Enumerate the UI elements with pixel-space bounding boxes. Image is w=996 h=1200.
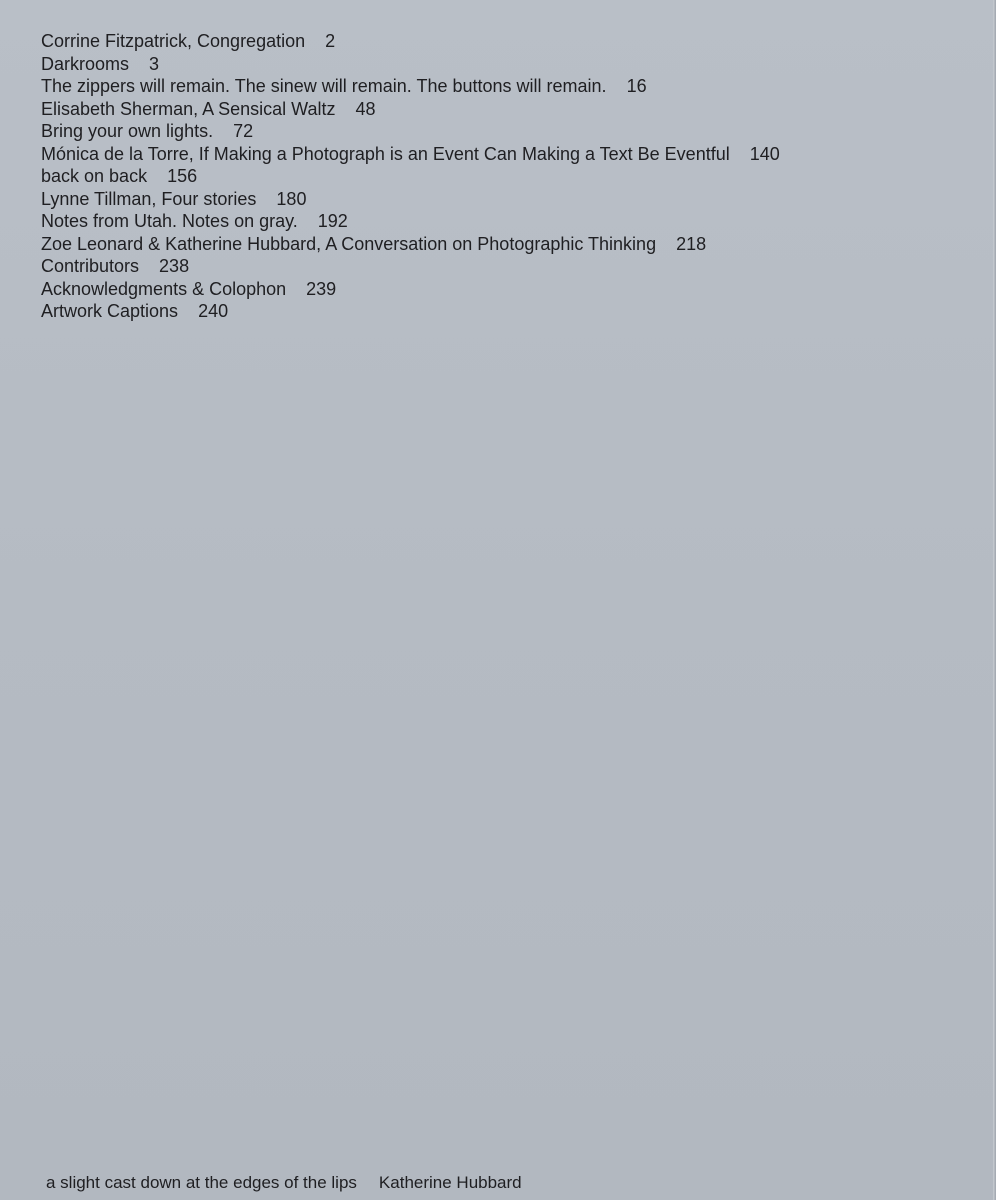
- toc-entry-page-number: 192: [317, 211, 348, 231]
- toc-entry-page-number: 140: [749, 143, 780, 164]
- toc-entry-page-number: 16: [626, 76, 647, 96]
- toc-entry-title: Darkrooms: [41, 53, 130, 74]
- toc-entry-title: Mónica de la Torre, If Making a Photograph is an Event Can Making a Text Be Eventful: [41, 143, 730, 164]
- toc-entry-page-number: 239: [306, 278, 337, 299]
- toc-entry-bring-your-own-lights: [41, 120, 780, 143]
- toc-entry-making-a-photograph: [41, 143, 780, 166]
- toc-entry-page-number: 238: [159, 256, 190, 276]
- toc-entry-title: Acknowledgments & Colophon: [41, 278, 287, 299]
- toc-entry-title: Bring your own lights.: [41, 121, 214, 141]
- toc-entry-four-stories: [41, 188, 780, 211]
- toc-entry-conversation: [41, 233, 780, 256]
- toc-entry-acknowledgments: [41, 278, 780, 301]
- footer-book-title: a slight cast down at the edges of the lips: [46, 1173, 357, 1192]
- running-footer: [46, 1172, 522, 1194]
- toc-entry-page-number: 2: [325, 31, 336, 51]
- toc-entry-title: The zippers will remain. The sinew will remain. The buttons will remain.: [41, 76, 607, 96]
- toc-entry-back-on-back: [41, 165, 780, 188]
- toc-entry-page-number: 48: [355, 98, 376, 119]
- toc-entry-title: Corrine Fitzpatrick, Congregation: [41, 31, 306, 51]
- toc-entry-page-number: 156: [167, 166, 198, 186]
- toc-entry-title: back on back: [41, 166, 148, 186]
- toc-entry-title: Elisabeth Sherman, A Sensical Waltz: [41, 98, 336, 119]
- toc-entry-artwork-captions: [41, 300, 780, 323]
- toc-entry-zippers: [41, 75, 780, 98]
- toc-entry-congregation: [41, 30, 780, 53]
- toc-entry-title: Lynne Tillman, Four stories: [41, 188, 257, 209]
- toc-entry-title: Contributors: [41, 256, 140, 276]
- toc-entry-title: Zoe Leonard & Katherine Hubbard, A Conversation on Photographic Thinking: [41, 233, 657, 254]
- footer-author: Katherine Hubbard: [378, 1173, 522, 1192]
- toc-entry-title: Notes from Utah. Notes on gray.: [41, 211, 298, 231]
- toc-entry-page-number: 72: [233, 121, 254, 141]
- toc-entry-contributors: [41, 255, 780, 278]
- toc-entry-page-number: 180: [276, 188, 307, 209]
- toc-entry-notes-from-utah: [41, 210, 780, 233]
- toc-entry-page-number: 218: [676, 233, 707, 254]
- toc-entry-darkrooms: [41, 53, 780, 76]
- toc-entry-title: Artwork Captions: [41, 301, 179, 321]
- toc-entry-page-number: 240: [198, 301, 229, 321]
- toc-entry-sensical-waltz: [41, 98, 780, 121]
- table-of-contents: [41, 30, 780, 323]
- toc-entry-page-number: 3: [149, 53, 160, 74]
